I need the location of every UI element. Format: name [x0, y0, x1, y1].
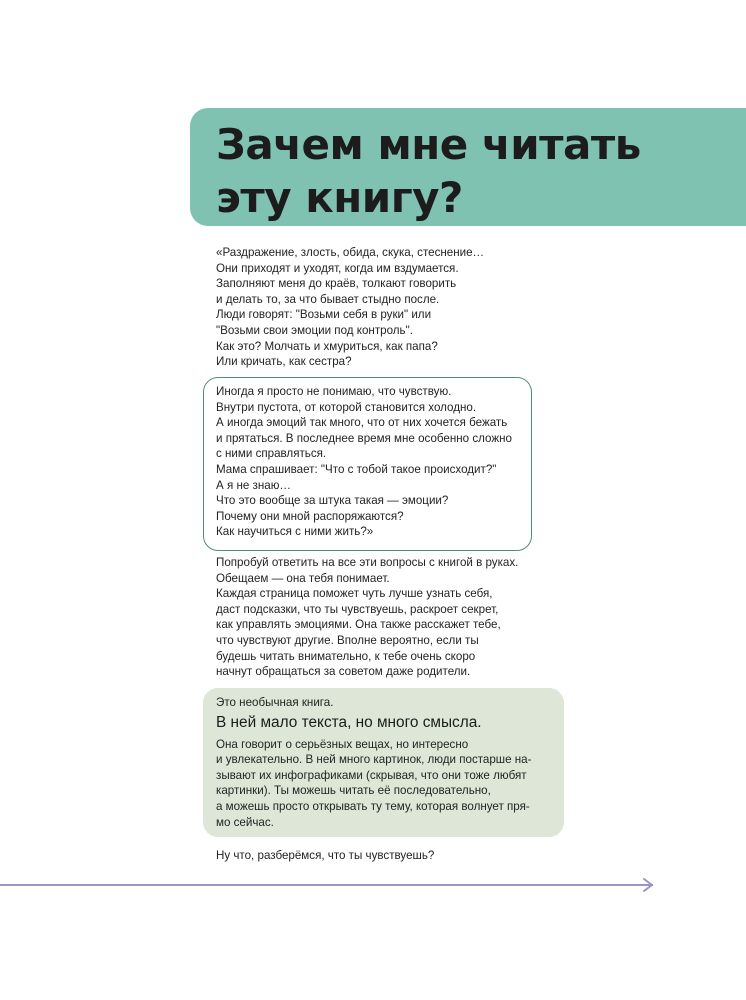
info-box-line: мо сейчас. [216, 815, 274, 829]
page-title-line-2: эту книгу? [216, 173, 463, 222]
boxed-quote-line: Внутри пустота, от которой становится холодно. [216, 400, 477, 414]
body-line: как управлять эмоциями. Она также расскажет тебе, [216, 618, 501, 632]
page-title-line-1: Зачем мне читать [216, 120, 641, 169]
boxed-quote-line: А иногда эмоций так много, что от них хочется бежать [216, 416, 508, 430]
intro-quote-line: Люди говорят: "Возьми себя в руки" или [216, 308, 432, 322]
info-box-lead: Это необычная книга. [216, 696, 334, 709]
boxed-quote-line: Иногда я просто не понимаю, что чувствую. [216, 385, 452, 398]
body-line: Обещаем — она тебя понимает. [216, 571, 390, 585]
intro-quote-line: «Раздражение, злость, обида, скука, стеснение… [216, 246, 485, 259]
info-box-line: Она говорит о серьёзных вещах, но интересно [216, 737, 469, 751]
intro-quote-line: Как это? Молчать и хмуриться, как папа? [216, 339, 438, 353]
closing-question-text: Ну что, разберёмся, что ты чувствуешь? [216, 849, 435, 862]
info-box-line: а можешь просто открывать ту тему, которая волнует пря- [216, 799, 530, 813]
body-line: начнут обращаться за советом даже родители. [216, 665, 471, 679]
boxed-quote-line: Что это вообще за штука такая — эмоции? [216, 494, 449, 508]
body-line: будешь читать внимательно, к тебе очень скоро [216, 649, 476, 663]
boxed-quote-line: А я не знаю… [216, 478, 291, 492]
info-box-line: и увлекательно. В ней много картинок, люди постарше на- [216, 753, 532, 767]
intro-quote-line: Заполняют меня до краёв, толкают говорить [216, 277, 457, 291]
closing-question [216, 848, 434, 864]
page-arrow-line [0, 884, 653, 886]
info-box-highlight: В ней мало текста, но много смысла. [216, 713, 482, 731]
boxed-quote [216, 384, 512, 540]
boxed-quote-line: с ними справляться. [216, 447, 327, 461]
boxed-quote-line: и прятаться. В последнее время мне особенно сложно [216, 431, 512, 445]
body-line: даст подсказки, что ты чувствуешь, раскроет секрет, [216, 602, 499, 616]
arrow-right-icon[interactable] [640, 877, 656, 893]
info-box-content [216, 695, 532, 830]
boxed-quote-line: Почему они мной распоряжаются? [216, 509, 404, 523]
info-box-line: зывают их инфографиками (скрывая, что они тоже любят [216, 768, 527, 782]
intro-quote-line: и делать то, за что бывает стыдно после. [216, 292, 440, 306]
body-line: Каждая страница поможет чуть лучше узнать себя, [216, 587, 493, 601]
boxed-quote-line: Как научиться с ними жить?» [216, 525, 374, 539]
body-paragraph [216, 555, 518, 680]
body-line: что чувствуют другие. Вполне вероятно, если ты [216, 633, 479, 647]
intro-quote-line: Они приходят и уходят, когда им вздумается. [216, 261, 459, 275]
body-line: Попробуй ответить на все эти вопросы с книгой в руках. [216, 556, 519, 569]
info-box-line: картинки). Ты можешь читать её последовательно, [216, 784, 491, 798]
title-banner [190, 108, 746, 226]
boxed-quote-line: Мама спрашивает: "Что с тобой такое происходит?" [216, 462, 497, 476]
intro-quote-line: Или кричать, как сестра? [216, 355, 352, 369]
intro-quote-line: "Возьми свои эмоции под контроль". [216, 323, 413, 337]
intro-quote [216, 245, 484, 370]
